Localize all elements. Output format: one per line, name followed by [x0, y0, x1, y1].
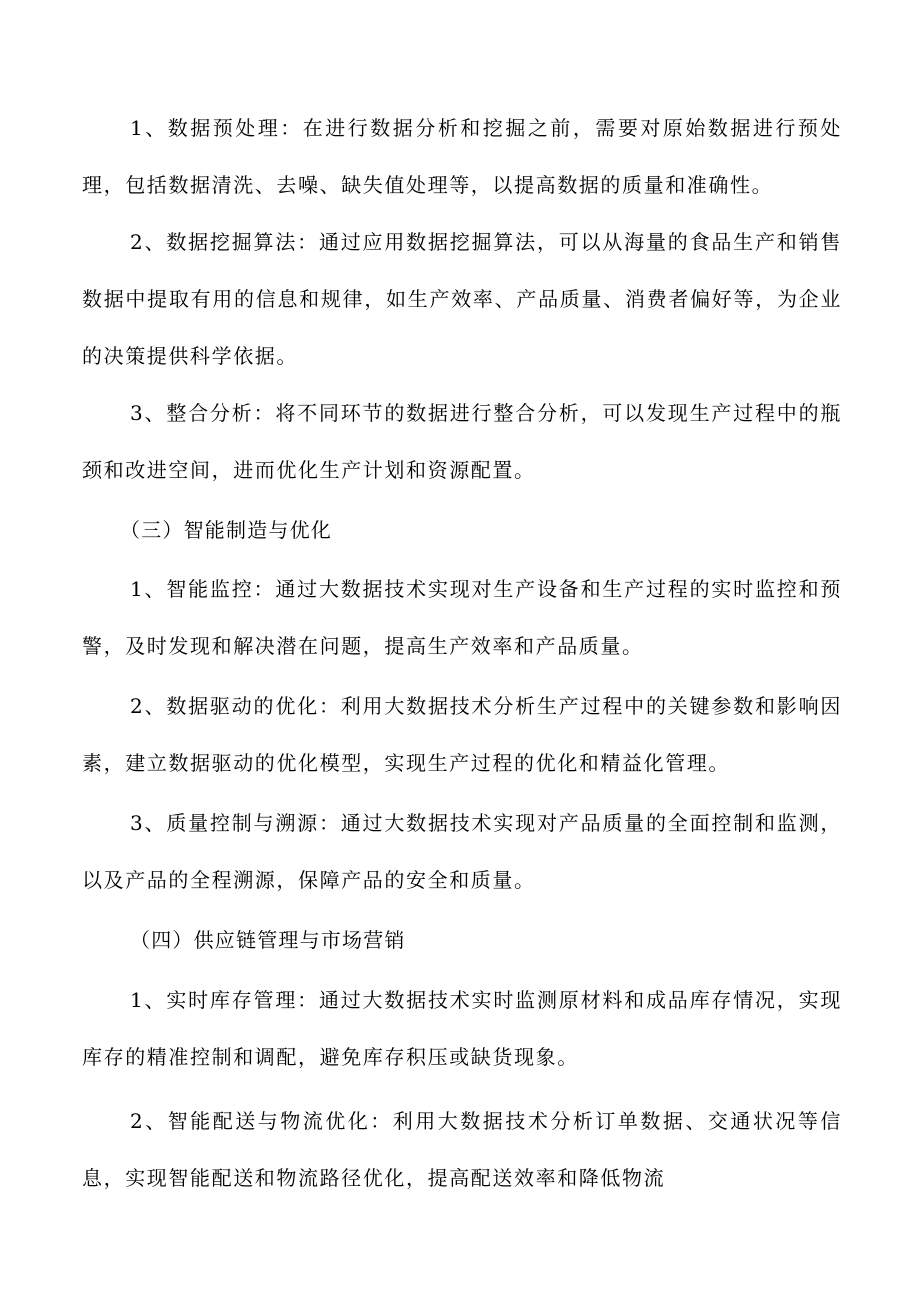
paragraph-integrated-analysis: 3、整合分析：将不同环节的数据进行整合分析，可以发现生产过程中的瓶颈和改进空间，进而优化生产计划和资源配置。: [82, 401, 842, 482]
section-heading-supply-chain-marketing: （四）供应链管理与市场营销: [130, 928, 406, 952]
paragraph-data-driven-optimization: 2、数据驱动的优化：利用大数据技术分析生产过程中的关键参数和影响因素，建立数据驱动的优化模型，实现生产过程的优化和精益化管理。: [82, 694, 842, 775]
paragraph-quality-control-traceability: 3、质量控制与溯源：通过大数据技术实现对产品质量的全面控制和监测，以及产品的全程溯源，保障产品的安全和质量。: [82, 811, 842, 892]
paragraph-data-preprocessing: 1、数据预处理：在进行数据分析和挖掘之前，需要对原始数据进行预处理，包括数据清洗、去噪、缺失值处理等，以提高数据的质量和准确性。: [82, 116, 842, 197]
section-heading-smart-manufacturing: （三）智能制造与优化: [120, 518, 332, 542]
paragraph-smart-delivery-logistics: 2、智能配送与物流优化：利用大数据技术分析订单数据、交通状况等信息，实现智能配送和物流路径优化，提高配送效率和降低物流: [82, 1109, 842, 1190]
paragraph-realtime-inventory: 1、实时库存管理：通过大数据技术实时监测原材料和成品库存情况，实现库存的精准控制和调配，避免库存积压或缺货现象。: [82, 988, 842, 1069]
paragraph-data-mining-algorithm: 2、数据挖掘算法：通过应用数据挖掘算法，可以从海量的食品生产和销售数据中提取有用的信息和规律，如生产效率、产品质量、消费者偏好等，为企业的决策提供科学依据。: [82, 230, 842, 368]
paragraph-smart-monitoring: 1、智能监控：通过大数据技术实现对生产设备和生产过程的实时监控和预警，及时发现和解决潜在问题，提高生产效率和产品质量。: [82, 577, 842, 658]
